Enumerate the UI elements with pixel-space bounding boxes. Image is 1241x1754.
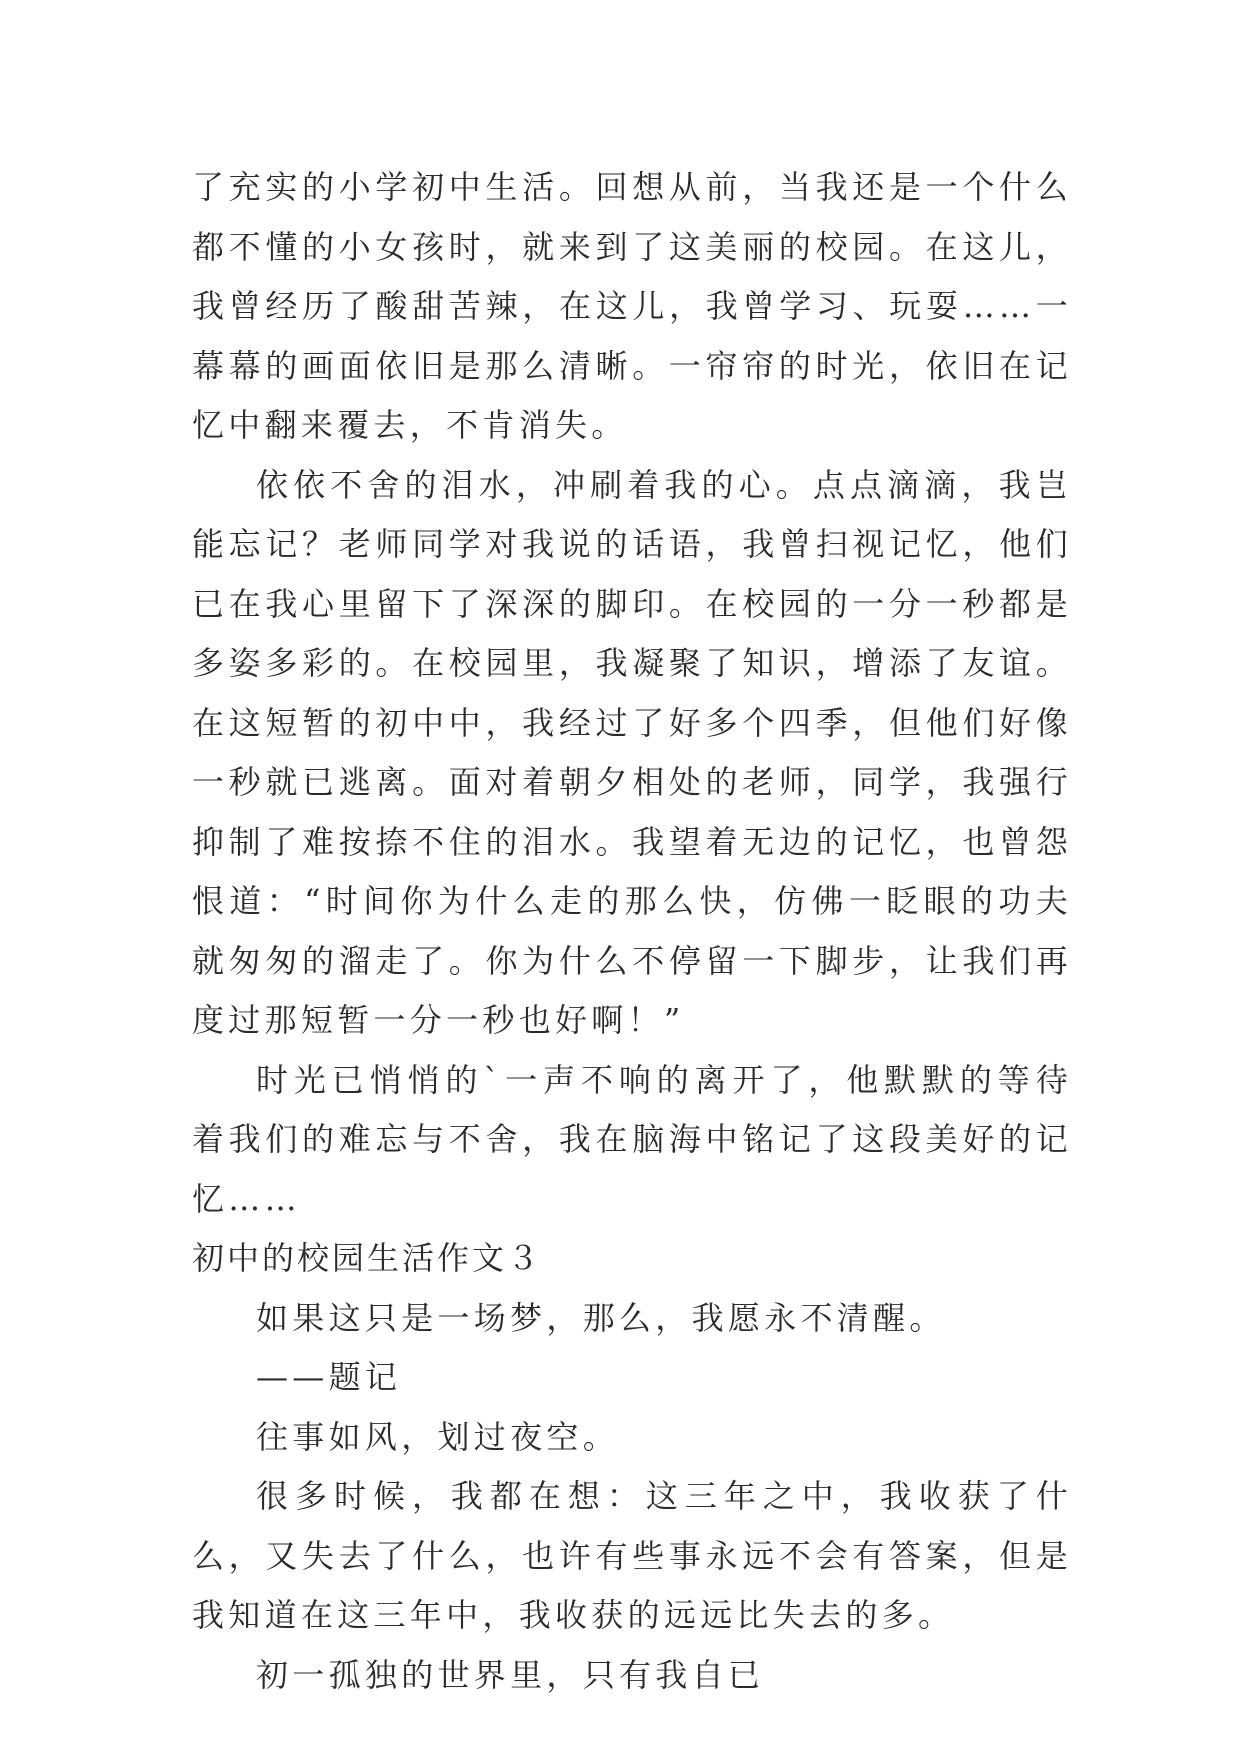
paragraph-4: 如果这只是一场梦，那么，我愿永不清醒。 xyxy=(256,1298,946,1337)
paragraph-7: 初一孤独的世界里，只有我自已 xyxy=(256,1655,765,1694)
section-heading: 初中的校园生活作文３ xyxy=(192,1239,543,1277)
paragraph-2: 依依不舍的泪水，冲刷着我的心。点点滴滴，我岂能忘记？老师同学对我说的话语，我曾扫视记忆，他们已在我心里留下了深深的脚印。在校园的一分一秒都是多姿多彩的。在校园里，我凝聚了知识，增添了友谊。在这短暂的初中中，我经过了好多个四季，但他们好像一秒就已逃离。面对着朝夕相处的老师，同学，我强行抑制了难按捺不住的泪水。我望着无边的记忆，也曾怨恨道：“时间你为什么走的那么快，仿佛一眨眼的功夫就匆匆的溜走了。你为什么不停留一下脚步，让我们再度过那短暂一分一秒也好啊！” xyxy=(192,465,1072,1039)
paragraph-1: 了充实的小学初中生活。回想从前，当我还是一个什么都不懂的小女孩时，就来到了这美丽的校园。在这儿，我曾经历了酸甜苦辣，在这儿，我曾学习、玩耍……一幕幕的画面依旧是那么清晰。一帘帘的时光，依旧在记忆中翻来覆去，不肯消失。 xyxy=(192,168,1072,444)
paragraph-5: 往事如风，划过夜空。 xyxy=(256,1417,620,1456)
epigraph-attribution: ——题记 xyxy=(256,1358,402,1396)
paragraph-3: 时光已悄悄的`一声不响的离开了，他默默的等待着我们的难忘与不舍，我在脑海中铭记了这段美好的记忆…… xyxy=(192,1060,1072,1218)
document-body xyxy=(192,158,1072,1705)
paragraph-6: 很多时候，我都在想：这三年之中，我收获了什么，又失去了什么，也许有些事永远不会有答案，但是我知道在这三年中，我收获的远远比失去的多。 xyxy=(192,1477,1072,1634)
